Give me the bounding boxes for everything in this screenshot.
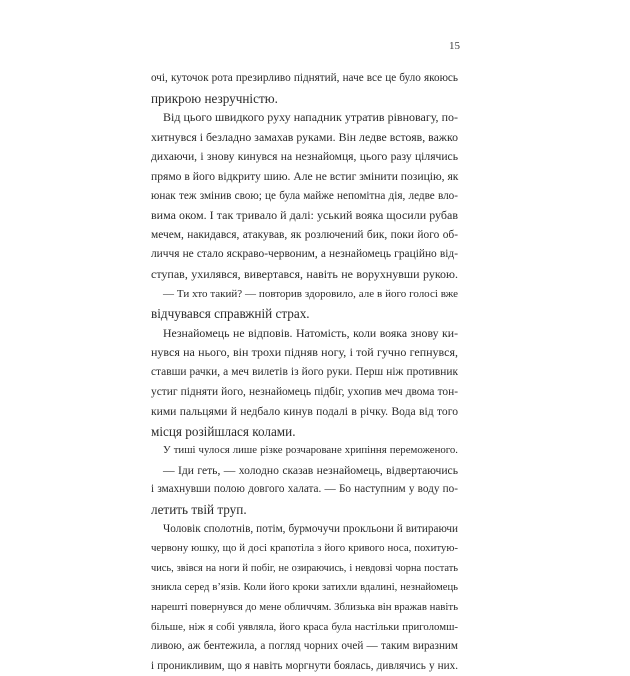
text-line: вима оком. І так тривало й далі: уський вояка щосили рубав xyxy=(151,208,458,223)
text-line: устиг підняти його, незнайомець підбіг, ухопив меч двома тон- xyxy=(151,385,458,398)
text-line: прикрою незручністю. xyxy=(151,90,278,106)
text-line: ливою, аж бентежила, а погляд чорних очей — таким виразним xyxy=(151,640,458,653)
text-line: нарешті повернувся до мене обличчям. Зблизька він вражав навіть xyxy=(151,601,458,614)
text-line: більше, ніж я собі уявляла, його краса була настільки приголомш- xyxy=(151,620,458,633)
text-line: чись, звівся на ноги й побіг, не озираючись, і невдовзі чорна постать xyxy=(151,562,458,574)
text-line: місця розійшлася колами. xyxy=(151,423,296,439)
text-line: кими пальцями й недбало кинув подалі в річку. Вода від того xyxy=(151,405,458,419)
text-line: зникла серед в’язів. Коли його кроки затихли вдалині, незнайомець xyxy=(151,582,458,594)
text-line: хитнувся і безладно замахав руками. Він ледве встояв, важко xyxy=(151,129,458,144)
text-line: Незнайомець не відповів. Натомість, коли вояка знову ки- xyxy=(163,325,458,340)
text-line: дихаючи, і знову кинувся на незнайомця, цього разу цілячись xyxy=(151,150,458,164)
text-line: і змахнувши полою довгого халата. — Бо наступним у воду по- xyxy=(151,483,458,496)
text-line: червону юшку, що й досі крапотіла з його кривого носа, похитую- xyxy=(151,542,458,555)
text-line: відчувався справжній страх. xyxy=(151,306,310,322)
body-text xyxy=(151,69,458,676)
text-line: очі, куточок рота презирливо піднятий, наче все це було якоюсь xyxy=(151,72,458,84)
text-line: прямо в його відкриту шию. Але не встиг змінити позицію, як xyxy=(151,169,459,183)
text-line: і проникливим, що я навіть моргнути боялась, дивлячись у них. xyxy=(151,659,458,672)
page-number: 15 xyxy=(449,40,460,52)
text-line: Від цього швидкого руху нападник утратив рівновагу, по- xyxy=(163,110,458,125)
text-line: нувся на нього, він трохи підняв ногу, і той гучно гепнувся, xyxy=(151,345,458,360)
text-line: юнак теж змінив свою; це була майже непомітна дія, ледве вло- xyxy=(151,189,458,202)
text-line: мечем, накидався, атакував, як розлючений бик, поки його об- xyxy=(151,228,458,241)
text-line: ставши рачки, а меч вилетів із його руки. Перш ніж противник xyxy=(151,365,458,378)
text-line: У тиші чулося лише різке розчароване хрипіння переможеного. xyxy=(163,444,458,457)
text-line: ступав, ухилявся, вивертався, навіть не ворухнувши рукою. xyxy=(151,266,458,281)
text-line: личчя не стало яскраво-червоним, а незнайомець граційно від- xyxy=(151,248,458,261)
text-line: — Іди геть, — холодно сказав незнайомець, відвертаючись xyxy=(163,463,458,477)
text-line: летить твій труп. xyxy=(151,502,247,518)
text-line: Чоловік сполотнів, потім, бурмочучи прокльони й витираючи xyxy=(163,522,458,535)
text-line: — Ти хто такий? — повторив здоровило, але в його голосі вже xyxy=(163,287,458,300)
